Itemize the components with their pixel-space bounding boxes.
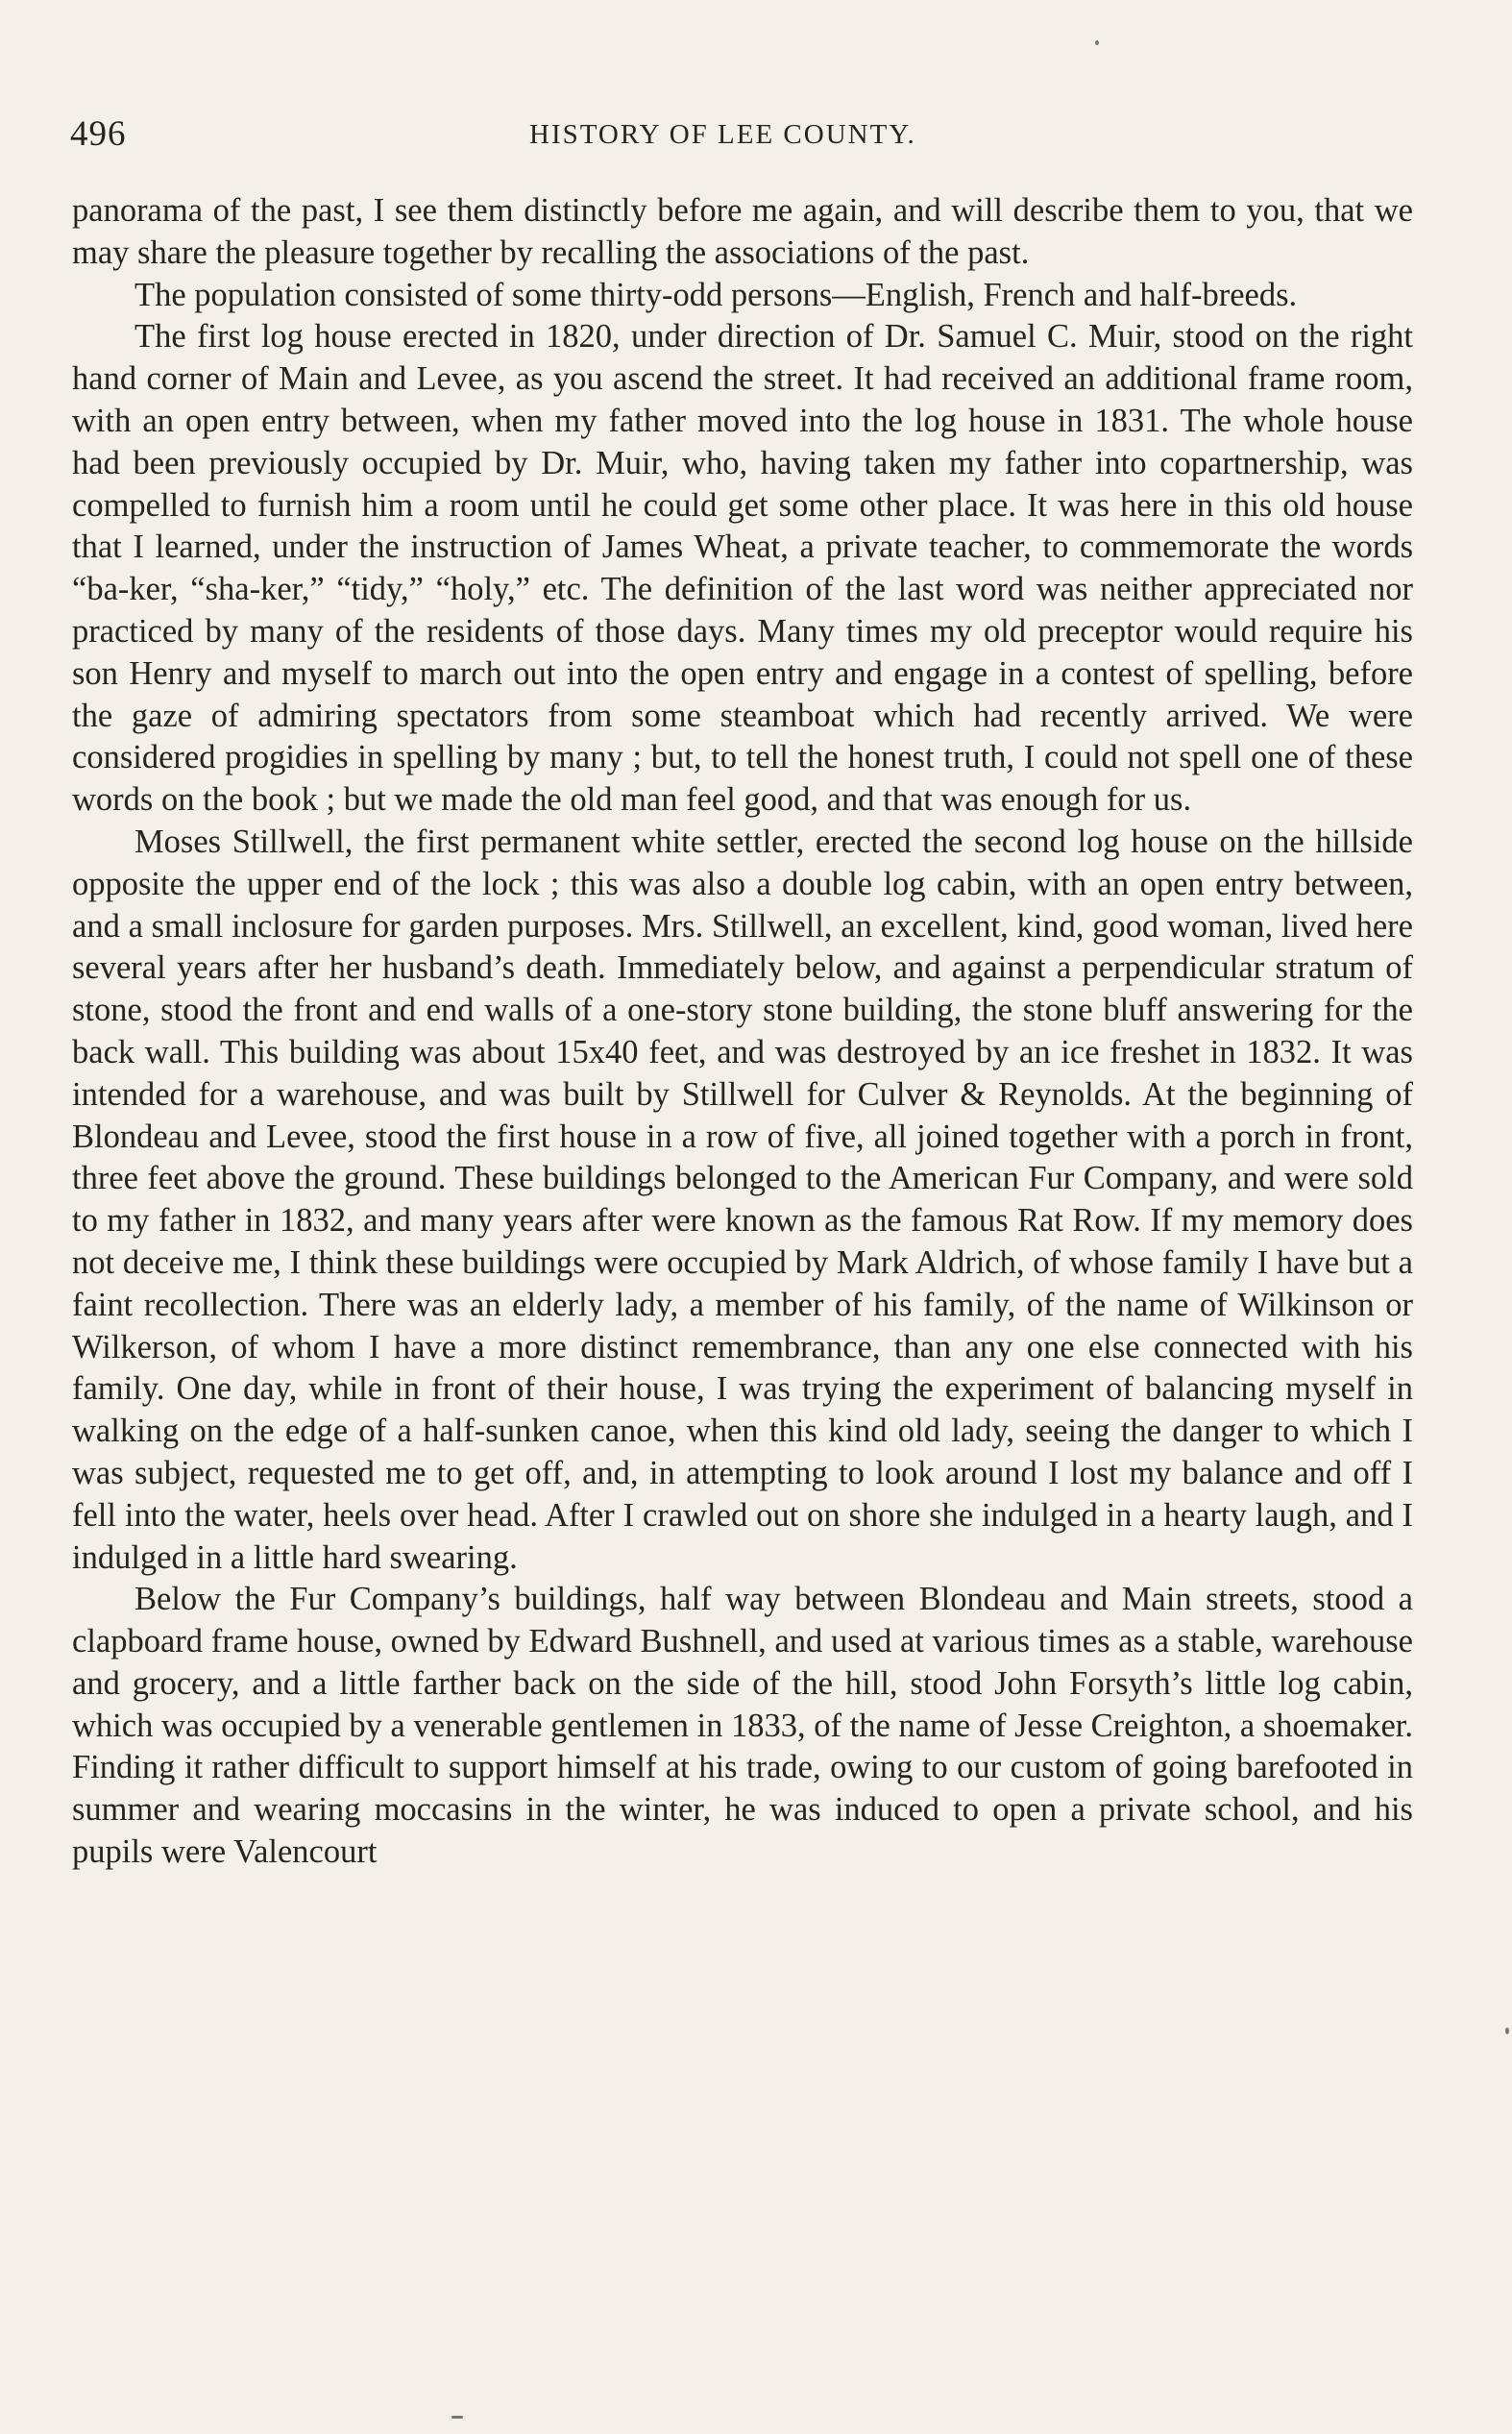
body-text — [72, 190, 1413, 1874]
paragraph-4: Moses Stillwell, the first permanent white settler, erected the second log house on the hillside opposite the upper end of the lock ; this was also a double log cabin, with an open entry between, and a small inclosure for garden purposes. Mrs. Stillwell, an excellent, kind, good woman, lived here several years after her husband’s death. Immediately below, and against a perpendicular stratum of stone, stood the front and end walls of a one-story stone building, the stone bluff answering for the back wall. This building was about 15x40 feet, and was destroyed by an ice freshet in 1832. It was intended for a warehouse, and was built by Stillwell for Culver & Reynolds. At the beginning of Blondeau and Levee, stood the first house in a row of five, all joined together with a porch in front, three feet above the ground. These buildings belonged to the American Fur Company, and were sold to my father in 1832, and many years after were known as the famous Rat Row. If my memory does not deceive me, I think these buildings were occupied by Mark Aldrich, of whose family I have but a faint recollection. There was an elderly lady, a member of his family, of the name of Wilkinson or Wilkerson, of whom I have a more distinct remembrance, than any one else connected with his family. One day, while in front of their house, I was trying the experiment of balancing myself in walking on the edge of a half-sunken canoe, when this kind old lady, seeing the danger to which I was subject, requested me to get off, and, in attempting to look around I lost my balance and off I fell into the water, heels over head. After I crawled out on shore she indulged in a hearty laugh, and I indulged in a little hard swearing. — [72, 823, 1413, 1576]
page-header — [70, 113, 1415, 161]
print-speck — [1095, 40, 1099, 45]
paragraph-5: Below the Fur Company’s buildings, half way between Blondeau and Main streets, stood a clapboard frame house, owned by Edward Bushnell, and used at various times as a stable, warehouse and grocery, and a little farther back on the side of the hill, stood John Forsyth’s little log cabin, which was occupied by a venerable gentlemen in 1833, of the name of Jesse Creighton, a shoemaker. Finding it rather difficult to support himself at his trade, owing to our custom of going barefooted in summer and wearing moccasins in the winter, he was induced to open a private school, and his pupils were Valencourt — [72, 1581, 1413, 1871]
paragraph-1: panorama of the past, I see them distinctly before me again, and will describe them to you, that we may share the pleasure together by recalling the associations of the past. — [72, 192, 1413, 271]
print-speck — [451, 2416, 463, 2419]
paragraph-3: The first log house erected in 1820, under direction of Dr. Samuel C. Muir, stood on the right hand corner of Main and Levee, as you ascend the street. It had received an additional frame room, with an open entry between, when my father moved into the log house in 1831. The whole house had been previously occupied by Dr. Muir, who, having taken my father into copartnership, was compelled to furnish him a room until he could get some other place. It was here in this old house that I learned, under the instruction of James Wheat, a private teacher, to commemorate the words “ba-ker, “sha-ker,” “tidy,” “holy,” etc. The definition of the last word was neither appreciated nor practiced by many of the residents of those days. Many times my old preceptor would require his son Henry and myself to march out into the open entry and engage in a contest of spelling, before the gaze of admiring spectators from some steamboat which had recently arrived. We were considered progidies in spelling by many ; but, to tell the honest truth, I could not spell one of these words on the book ; but we made the old man feel good, and that was enough for us. — [72, 318, 1413, 819]
print-speck — [1505, 2028, 1509, 2034]
running-head: HISTORY OF LEE COUNTY. — [529, 119, 916, 150]
page-number: 496 — [70, 114, 127, 154]
paragraph-2: The population consisted of some thirty-odd persons—English, French and half-breeds. — [134, 276, 1298, 313]
